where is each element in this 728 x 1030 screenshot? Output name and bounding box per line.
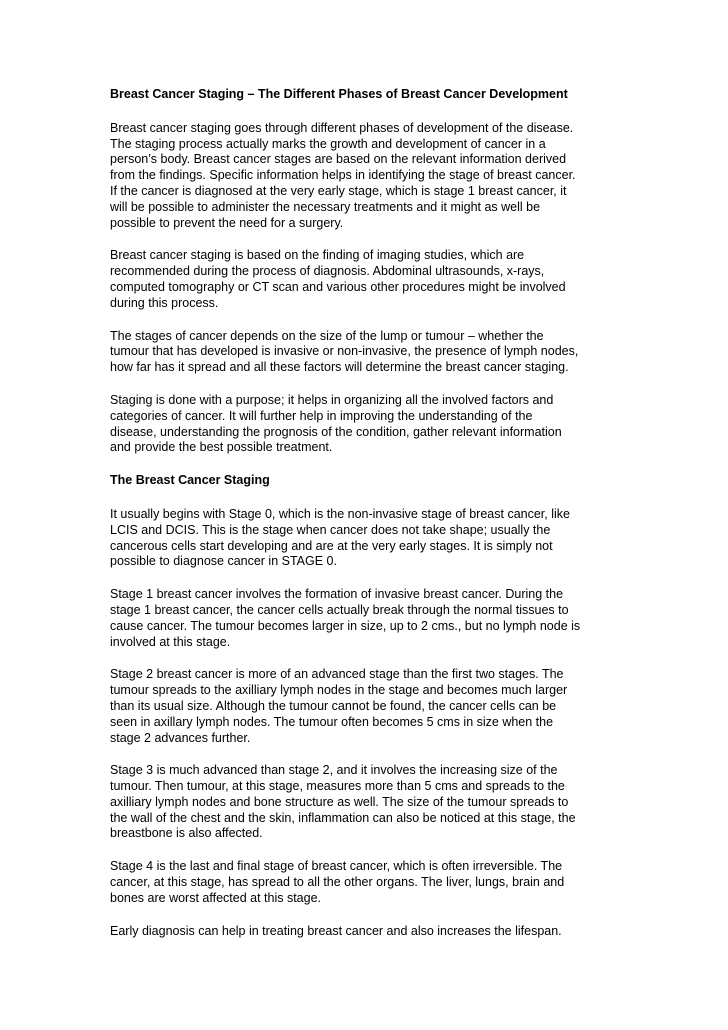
text-line: stage 2 advances further.	[110, 730, 251, 745]
text-line: stage 1 breast cancer, the cancer cells actually break through the normal tissues to	[110, 602, 569, 617]
text-line: during this process.	[110, 295, 219, 310]
stage-paragraph	[110, 859, 620, 906]
text-line: from the findings. Specific information helps in identifying the stage of breast cancer.	[110, 168, 576, 183]
intro-paragraph	[110, 329, 620, 376]
text-line: and provide the best possible treatment.	[110, 440, 333, 455]
text-line: If the cancer is diagnosed at the very early stage, which is stage 1 breast cancer, it	[110, 183, 567, 198]
text-line: Breast cancer staging goes through different phases of development of the disease.	[110, 120, 574, 135]
text-line: possible to diagnose cancer in STAGE 0.	[110, 554, 337, 569]
stage-paragraph	[110, 587, 620, 650]
text-line: The stages of cancer depends on the size of the lump or tumour – whether the	[110, 328, 544, 343]
text-line: Stage 4 is the last and final stage of breast cancer, which is often irreversible. The	[110, 859, 563, 874]
text-line: recommended during the process of diagnosis. Abdominal ultrasounds, x-rays,	[110, 264, 545, 279]
text-line: involved at this stage.	[110, 634, 231, 649]
text-line: bones are worst affected at this stage.	[110, 890, 322, 905]
text-line: cause cancer. The tumour becomes larger in size, up to 2 cms., but no lymph node is	[110, 618, 581, 633]
text-line: Stage 2 breast cancer is more of an advanced stage than the first two stages. The	[110, 667, 564, 682]
text-line: axilliary lymph nodes and bone structure as well. The size of the tumour spreads to	[110, 794, 569, 809]
document-page	[110, 87, 620, 956]
stage-paragraph	[110, 667, 620, 746]
text-line: cancer, at this stage, has spread to all the other organs. The liver, lungs, brain and	[110, 875, 565, 890]
text-line: will be possible to administer the necessary treatments and it might as well be	[110, 199, 541, 214]
text-line: categories of cancer. It will further help in improving the understanding of the	[110, 408, 533, 423]
text-line: disease, understanding the prognosis of the condition, gather relevant information	[110, 424, 562, 439]
text-line: Early diagnosis can help in treating breast cancer and also increases the lifespan.	[110, 923, 562, 938]
text-line: possible to prevent the need for a surgery.	[110, 215, 344, 230]
text-line: tumour. Then tumour, at this stage, measures more than 5 cms and spreads to the	[110, 779, 565, 794]
intro-section	[110, 121, 620, 473]
text-line: how far has it spread and all these factors will determine the breast cancer staging.	[110, 360, 569, 375]
intro-paragraph	[110, 393, 620, 456]
text-line: Stage 1 breast cancer involves the formation of invasive breast cancer. During the	[110, 587, 564, 602]
section-heading: The Breast Cancer Staging	[110, 473, 270, 488]
text-line: the wall of the chest and the skin, inflammation can also be noticed at this stage, the	[110, 810, 576, 825]
text-line: cancerous cells start developing and are at the very early stages. It is simply not	[110, 538, 553, 553]
stage-paragraph	[110, 924, 620, 940]
text-line: Breast cancer staging is based on the finding of imaging studies, which are	[110, 248, 525, 263]
text-line: than its usual size. Although the tumour cannot be found, the cancer cells can be	[110, 698, 557, 713]
intro-paragraph	[110, 121, 620, 232]
text-line: It usually begins with Stage 0, which is the non-invasive stage of breast cancer, like	[110, 506, 570, 521]
text-line: seen in axillary lymph nodes. The tumour often becomes 5 cms in size when the	[110, 714, 554, 729]
stage-paragraph	[110, 507, 620, 570]
text-line: tumour that has developed is invasive or non-invasive, the presence of lymph nodes,	[110, 344, 579, 359]
text-line: The staging process actually marks the growth and development of cancer in a	[110, 136, 546, 151]
text-line: tumour spreads to the axilliary lymph nodes in the stage and becomes much larger	[110, 683, 568, 698]
text-line: Stage 3 is much advanced than stage 2, and it involves the increasing size of the	[110, 763, 558, 778]
text-line: Staging is done with a purpose; it helps in organizing all the involved factors and	[110, 392, 554, 407]
stages-section	[110, 507, 620, 957]
text-line: person’s body. Breast cancer stages are based on the relevant information derived	[110, 152, 567, 167]
stage-paragraph	[110, 763, 620, 842]
text-line: breastbone is also affected.	[110, 826, 263, 841]
document-title: Breast Cancer Staging – The Different Phases of Breast Cancer Development	[110, 87, 568, 101]
text-line: computed tomography or CT scan and various other procedures might be involved	[110, 279, 566, 294]
intro-paragraph	[110, 248, 620, 311]
text-line: LCIS and DCIS. This is the stage when cancer does not take shape; usually the	[110, 522, 551, 537]
